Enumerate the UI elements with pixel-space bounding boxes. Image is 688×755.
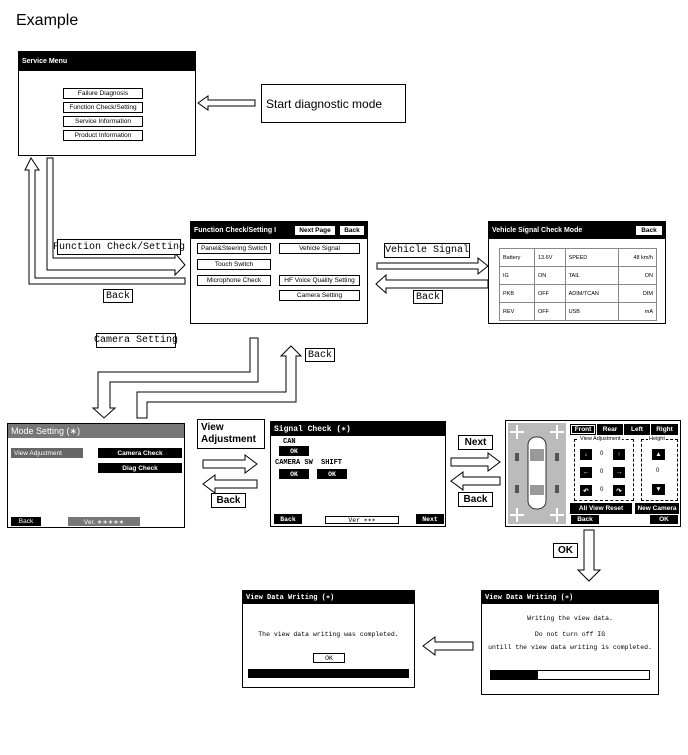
vehicle-signal-cell: DIM bbox=[618, 285, 656, 303]
ok-label: OK bbox=[553, 543, 578, 558]
view-data-completed-screen bbox=[242, 590, 415, 688]
vehicle-signal-cell: mA bbox=[618, 303, 656, 321]
arrow-ok-down bbox=[578, 530, 600, 581]
tab-left[interactable]: Left bbox=[625, 425, 649, 434]
arrow-to-signal-check bbox=[203, 455, 257, 473]
left-arrow-icon[interactable]: ← bbox=[580, 467, 592, 478]
camera-check-button[interactable]: Camera Check bbox=[98, 448, 182, 458]
next-page-button[interactable]: Next Page bbox=[294, 225, 336, 236]
camera-view-screen bbox=[505, 420, 681, 527]
vehicle-signal-cell: OFF bbox=[534, 303, 565, 321]
down-arrow-icon[interactable]: ↓ bbox=[580, 449, 592, 460]
signal-check-header: Signal Check (∗) bbox=[271, 422, 445, 436]
view-data-writing-screen bbox=[481, 590, 659, 695]
height-down-icon[interactable]: ▼ bbox=[652, 484, 665, 495]
camera-sw-label: CAMERA SW bbox=[275, 459, 313, 467]
function-check-screen bbox=[190, 221, 368, 324]
page-title: Example bbox=[16, 12, 79, 29]
camera-view-back-button[interactable]: Back bbox=[571, 515, 599, 524]
height-up-icon[interactable]: ▲ bbox=[652, 449, 665, 460]
view-adjustment-button[interactable]: View Adjustment bbox=[11, 448, 83, 458]
vehicle-signal-cell: IG bbox=[500, 267, 535, 285]
start-diagnostic-label: Start diagnostic mode bbox=[261, 84, 406, 123]
tab-rear[interactable]: Rear bbox=[598, 425, 622, 434]
vehicle-signal-cell: 13.6V bbox=[534, 249, 565, 267]
vehicle-signal-back-button[interactable]: Back bbox=[635, 225, 663, 236]
signal-check-back-button[interactable]: Back bbox=[274, 514, 302, 524]
signal-check-next-button[interactable]: Next bbox=[416, 514, 444, 524]
arrow-to-camera-view bbox=[451, 453, 500, 471]
tab-front[interactable]: Front bbox=[571, 425, 595, 434]
writing-progress-bar bbox=[490, 670, 650, 680]
completed-header: View Data Writing (∗) bbox=[243, 591, 414, 604]
vehicle-signal-cell: TAIL bbox=[565, 267, 618, 285]
shift-status: OK bbox=[317, 469, 347, 479]
horizontal-value: 0 bbox=[600, 469, 604, 475]
camera-setting-button[interactable]: Camera Setting bbox=[279, 290, 360, 301]
new-camera-button[interactable]: New Camera bbox=[637, 505, 677, 512]
writing-line3: untill the view data writing is completed. bbox=[488, 644, 652, 651]
hf-voice-quality-setting-button[interactable]: HF Voice Quality Setting bbox=[279, 275, 360, 286]
vehicle-signal-label: Vehicle Signal bbox=[385, 245, 470, 256]
can-label: CAN bbox=[283, 438, 296, 446]
back-label-2: Back bbox=[413, 290, 443, 304]
rotation-value: 0 bbox=[600, 487, 604, 493]
arrow-start bbox=[198, 96, 255, 110]
vehicle-signal-cell: SPEED bbox=[565, 249, 618, 267]
completed-progress-fill bbox=[249, 670, 408, 677]
mode-setting-back-button[interactable]: Back bbox=[11, 517, 41, 526]
vehicle-signal-cell: ON bbox=[534, 267, 565, 285]
completed-progress-bar bbox=[248, 669, 409, 678]
arrow-to-function-check bbox=[47, 158, 185, 275]
vehicle-signal-row bbox=[500, 267, 657, 285]
rotate-right-icon[interactable]: ↷ bbox=[613, 485, 625, 496]
function-check-title: Function Check/Setting I bbox=[194, 227, 277, 234]
vertical-value: 0 bbox=[600, 451, 604, 457]
panel-steering-switch-button[interactable]: Panel&Steering Switch bbox=[197, 243, 271, 254]
arrow-to-vehicle-signal bbox=[377, 258, 488, 274]
completed-ok-button[interactable]: OK bbox=[313, 653, 345, 663]
vehicle-signal-cell: OFF bbox=[534, 285, 565, 303]
back-label-1: Back bbox=[103, 289, 133, 303]
rotate-left-icon[interactable]: ↶ bbox=[580, 485, 592, 496]
car-top-view-icon bbox=[508, 423, 566, 524]
arrow-back-to-signal-check bbox=[451, 472, 500, 490]
vehicle-signal-cell: Battery bbox=[500, 249, 535, 267]
vehicle-signal-screen bbox=[488, 221, 666, 324]
service-menu-screen bbox=[18, 51, 196, 156]
vehicle-signal-button[interactable]: Vehicle Signal bbox=[279, 243, 360, 254]
vehicle-signal-cell: ON bbox=[618, 267, 656, 285]
back-label-4: Back bbox=[211, 493, 246, 508]
camera-view-image bbox=[508, 423, 566, 524]
service-information-button[interactable]: Service Information bbox=[63, 116, 143, 127]
mode-setting-screen bbox=[7, 423, 185, 528]
function-check-setting-button[interactable]: Function Check/Setting bbox=[63, 102, 143, 113]
height-value: 0 bbox=[656, 468, 660, 474]
writing-header: View Data Writing (∗) bbox=[482, 591, 658, 604]
vehicle-signal-row bbox=[500, 303, 657, 321]
right-arrow-icon[interactable]: → bbox=[613, 467, 625, 478]
product-information-button[interactable]: Product Information bbox=[63, 130, 143, 141]
failure-diagnosis-button[interactable]: Failure Diagnosis bbox=[63, 88, 143, 99]
function-check-back-button[interactable]: Back bbox=[339, 225, 365, 236]
mode-setting-version: Ver. ∗∗∗∗∗ bbox=[68, 517, 140, 526]
vehicle-signal-cell: REV bbox=[500, 303, 535, 321]
vehicle-signal-cell: ADIM/TCAN bbox=[565, 285, 618, 303]
service-menu-header: Service Menu bbox=[19, 52, 195, 71]
signal-check-screen bbox=[270, 421, 446, 527]
function-check-setting-label: Function Check/Setting bbox=[57, 239, 181, 255]
camera-sw-status: OK bbox=[279, 469, 309, 479]
can-status: OK bbox=[279, 446, 309, 456]
back-label-5: Back bbox=[458, 492, 493, 507]
all-view-reset-button[interactable]: All View Reset bbox=[571, 504, 631, 513]
vehicle-signal-row bbox=[500, 285, 657, 303]
view-adjustment-title: View Adjustment bbox=[580, 436, 621, 442]
writing-line1: Writing the view data. bbox=[527, 615, 613, 622]
writing-progress-fill bbox=[491, 671, 538, 679]
arrow-to-completed bbox=[423, 637, 473, 655]
vehicle-signal-cell: PKB bbox=[500, 285, 535, 303]
mode-setting-header: Mode Setting (∗) bbox=[8, 424, 184, 438]
shift-label: SHIFT bbox=[321, 459, 343, 467]
writing-line2: Do not turn off IG bbox=[534, 631, 606, 638]
height-title: Height bbox=[649, 436, 665, 442]
vehicle-signal-cell: 48 km/h bbox=[618, 249, 656, 267]
view-adjustment-label: View Adjustment bbox=[197, 419, 265, 449]
camera-setting-label: Camera Setting bbox=[94, 335, 179, 346]
arrow-to-mode-setting bbox=[93, 338, 258, 418]
vehicle-signal-title: Vehicle Signal Check Mode bbox=[492, 227, 583, 234]
vehicle-signal-row bbox=[500, 249, 657, 267]
touch-switch-button[interactable]: Touch Switch bbox=[197, 259, 271, 270]
completed-message: The view data writing was completed. bbox=[258, 631, 399, 638]
next-label: Next bbox=[458, 435, 493, 450]
back-label-3: Back bbox=[305, 348, 335, 362]
camera-view-ok-button[interactable]: OK bbox=[650, 515, 678, 524]
vehicle-signal-cell: USB bbox=[565, 303, 618, 321]
diag-check-button[interactable]: Diag Check bbox=[98, 463, 182, 473]
arrow-back-to-mode-setting bbox=[203, 475, 257, 493]
signal-check-version: Ver ∗∗∗ bbox=[325, 516, 399, 524]
vehicle-signal-table bbox=[499, 248, 657, 321]
up-arrow-icon[interactable]: ↑ bbox=[613, 449, 625, 460]
tab-right[interactable]: Right bbox=[652, 425, 677, 434]
microphone-check-button[interactable]: Microphone Check bbox=[197, 275, 271, 286]
